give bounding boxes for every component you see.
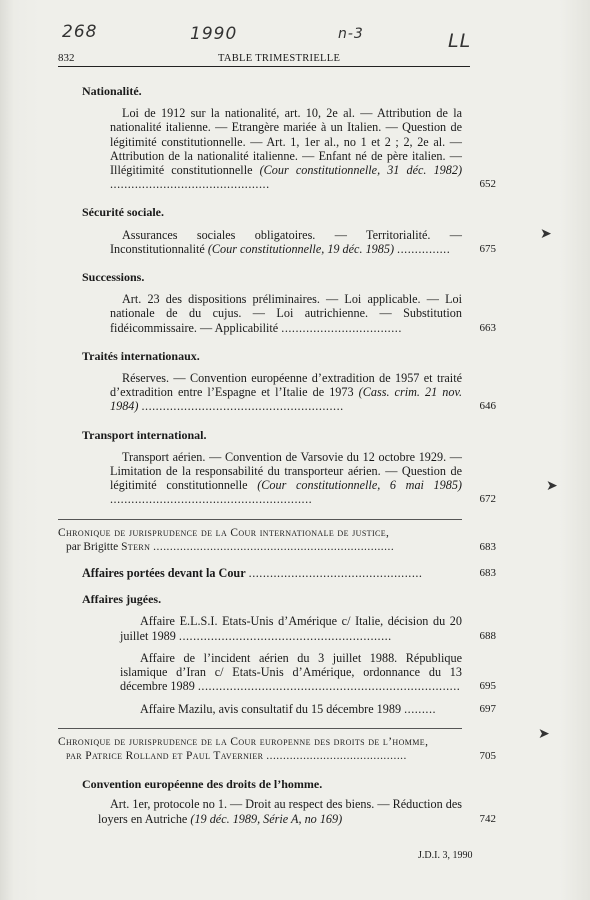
list-item: Affaires portées devant la Cour ................................................. 683 [82,566,496,581]
divider [58,728,462,729]
entry-page: 688 [479,629,496,642]
entry-text: Affaire E.L.S.I. Etats-Unis d’Amérique c/ Italie, décision du 20 juillet 1989 [120,614,462,643]
entry-text: Assurances sociales obligatoires. — Territorialité. — Inconstitutionnalité [110,227,462,256]
list-item: Affaire Mazilu, avis consultatif du 15 décembre 1989 ......... 697 [140,701,496,716]
chronicle-heading: Chronique de jurisprudence de la Cour internationale de justice, par Brigitte Stern ........................................................................ 683 [58,526,496,553]
entry-page: 695 [479,680,496,693]
chronicle-author-prefix: par Brigitte [66,540,119,553]
entry-text: Art. 23 des dispositions préliminaires. — Loi applicable. — Loi nationale de du cujus. — Loi autrichienne. — Substitution fidéicommissaire. — Applicabilité [110,292,462,335]
entry-page: 683 [479,567,496,580]
entry-page: 672 [479,493,496,506]
entry-citation: (Cour constitutionnelle, 6 mai 1985) [257,478,462,493]
running-title: TABLE TRIMESTRIELLE [218,53,341,64]
chronicle-heading: Chronique de jurisprudence de la Cour europenne des droits de l’homme, par Patrice Rolland et Paul Tavernier .......................................... 705 [58,735,496,762]
section-title: Sécurité sociale. [82,205,164,220]
list-item: Réserves. — Convention européenne d’extradition de 1957 et traité d’extradition entre l’Espagne et l’Italie de 1973 (Cass. crim. 21 nov. 1984) ......................................................... 646 [110,371,496,414]
table-content [58,76,498,826]
page-header [58,50,470,67]
entry-text: Affaire Mazilu, avis consultatif du 15 décembre 1989 [140,701,402,716]
entry-text: Affaire de l’incident aérien du 3 juillet 1988. République islamique d’Iran c/ Etats-Unis d’Amérique, ordonnance du 13 décembre 1989 [120,650,462,694]
entry-page: 663 [479,321,496,334]
section-title: Nationalité. [82,84,142,98]
entry-page: 742 [479,812,496,825]
handwritten-note-initials: LL [448,30,472,52]
chronicle-page: 705 [479,749,496,762]
list-item: Affaire de l’incident aérien du 3 juillet 1988. République islamique d’Iran c/ Etats-Unis d’Amérique, ordonnance du 13 décembre 1989 .......................................................................... 695 [120,650,496,694]
entry-text: Réserves. — Convention européenne d’extradition de 1957 et traité d’extradition entre l’Espagne et l’Italie de 1973 [110,371,462,400]
list-item: Transport aérien. — Convention de Varsovie du 12 octobre 1929. — Limitation de la responsabilité du transporteur aérien. — Question de légitimité constitutionnelle (Cour constitutionnelle, 6 mai 1985) ......................................................... 672 [110,449,496,507]
entry-citation: (19 déc. 1989, Série A, no 169) [190,811,343,826]
list-item: Affaire E.L.S.I. Etats-Unis d’Amérique c/ Italie, décision du 20 juillet 1989 ............................................................ 688 [120,614,496,643]
chronicle-author-name: Stern [121,540,151,553]
list-item: Assurances sociales obligatoires. — Territorialité. — Inconstitutionnalité (Cour constitutionnelle, 19 déc. 1985) ............... 675 [110,227,496,256]
entry-text: Art. 1er, protocole no 1. — Droit au respect des biens. — Réduction des loyers en Autriche [98,797,462,826]
handwritten-note-left: 268 [62,22,98,42]
page-footer: J.D.I. 3, 1990 [418,850,473,861]
section-title: Traités internationaux. [82,348,200,363]
list-item [98,797,496,826]
entry-citation: (Cass. crim. 21 nov. 1984) [110,385,462,414]
divider [58,519,462,520]
entry-page: 697 [479,702,496,715]
entry-text: Loi de 1912 sur la nationalité, art. 10, 2e al. — Attribution de la nationalité italienne. — Etrangère mariée à un Italien. — Question de légitimité constitutionnelle. — Art. 1, 1er al., no 1 et 2 ; 2, 2e al. — Attribution de la nationalité italienne. — Enfant né de père italien. — Illégitimité constitutionnelle [110,106,462,178]
chronicle-title: Chronique de jurisprudence de la Cour europenne des droits de l’homme, [58,735,429,748]
entry-citation: (Cour constitutionnelle, 31 déc. 1982) [259,163,463,178]
handwritten-note-year: 1990 [190,24,238,44]
section-title: Successions. [82,270,145,285]
entry-page: 646 [479,400,496,413]
list-item: Art. 23 des dispositions préliminaires. — Loi applicable. — Loi nationale de du cujus. — Loi autrichienne. — Substitution fidéicommissaire. — Applicabilité .................................. 663 [110,292,496,335]
entry-text: Transport aérien. — Convention de Varsovie du 12 octobre 1929. — Limitation de la responsabilité du transporteur aérien. — Question de légitimité constitutionnelle [110,449,462,493]
section-title: Transport international. [82,427,207,442]
entry-page: 652 [479,178,496,191]
entry-page: 675 [479,242,496,255]
section-title: Convention européenne des droits de l’homme. [82,777,323,792]
chronicle-author: par Patrice Rolland et Paul Tavernier [66,749,264,762]
chronicle-title: Chronique de jurisprudence de la Cour internationale de justice, [58,526,390,539]
arrow-mark-icon: ➤ [538,726,550,742]
entry-citation: (Cour constitutionnelle, 19 déc. 1985) [207,241,394,256]
handwritten-note-number: n-3 [338,26,364,42]
list-item: Loi de 1912 sur la nationalité, art. 10, 2e al. — Attribution de la nationalité italienne. — Etrangère mariée à un Italien. — Question de légitimité constitutionnelle. — Art. 1, 1er al., no 1 et 2 ; 2, 2e al. — Attribution de la nationalité italienne. — Enfant né de père italien. — Illégitimité constitutionnelle (Cour constitutionnelle, 31 déc. 1982) ............................................. 652 [110,106,496,192]
arrow-mark-icon: ➤ [546,478,558,494]
subsection-title: Affaires jugées. [82,592,162,607]
page-number: 832 [58,52,75,64]
subsection-title: Affaires portées devant la Cour [82,566,246,581]
arrow-mark-icon: ➤ [540,226,552,242]
chronicle-page: 683 [479,540,496,553]
